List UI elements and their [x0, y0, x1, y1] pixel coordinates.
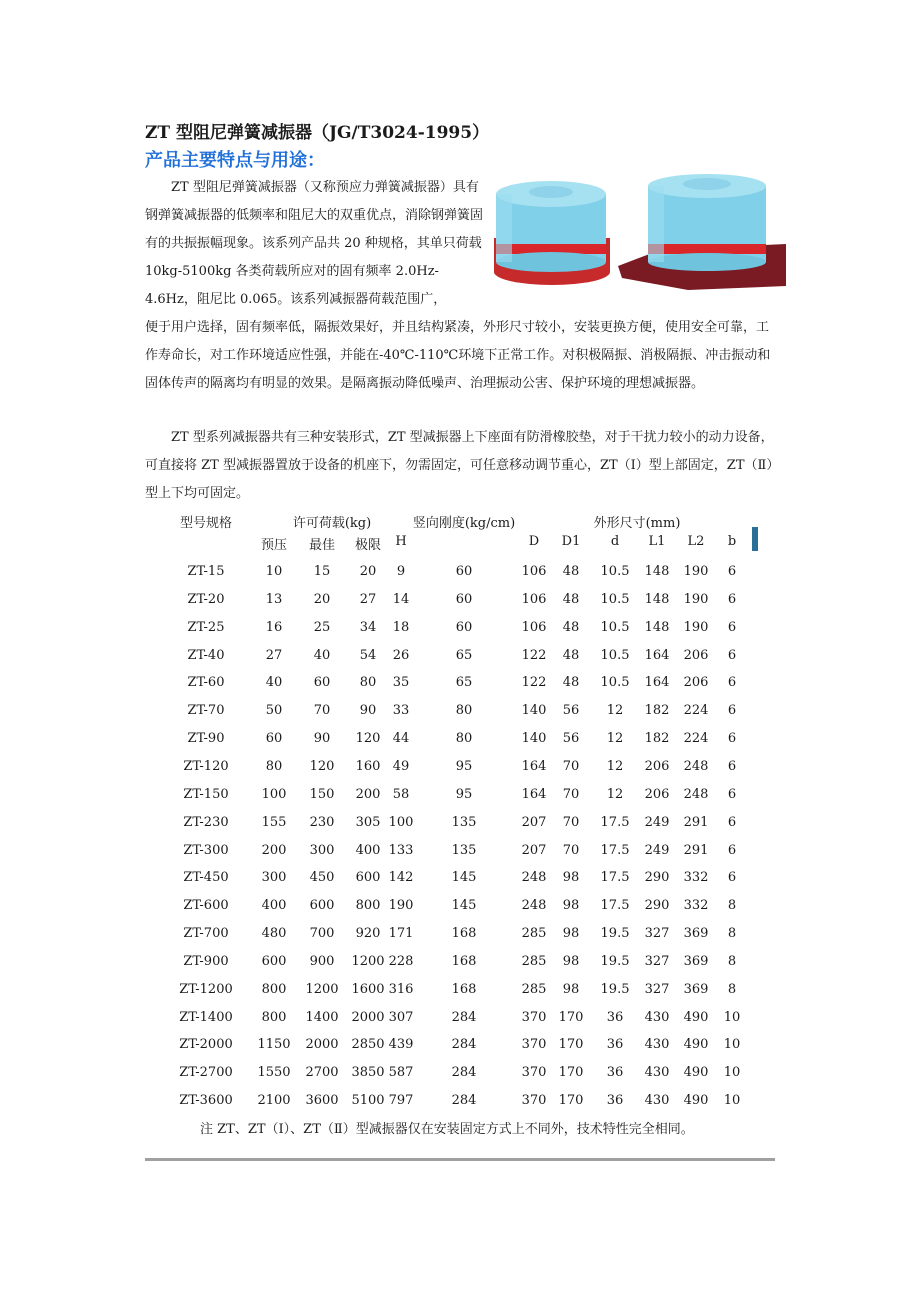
cell-L2: 490 — [683, 1093, 709, 1109]
cell-model: ZT-90 — [187, 731, 225, 747]
table-row — [0, 753, 920, 781]
cell-D: 106 — [521, 564, 547, 579]
cell-L1: 148 — [644, 591, 670, 607]
cell-D1: 70 — [562, 842, 580, 858]
cell-model: ZT-3600 — [179, 1093, 233, 1109]
cell-model: ZT-25 — [187, 619, 225, 635]
cell-D: 164 — [521, 758, 547, 774]
cell-d: 12 — [606, 703, 624, 719]
cell-b: 6 — [727, 758, 737, 774]
cell-model: ZT-2000 — [179, 1037, 233, 1053]
cell-L2: 224 — [683, 731, 709, 747]
cell-pre: 1150 — [257, 1037, 291, 1053]
cell-L2: 332 — [683, 898, 709, 914]
cell-limit: 800 — [355, 898, 381, 914]
cell-D1: 98 — [562, 898, 580, 914]
cell-model: ZT-1400 — [179, 1009, 233, 1025]
cell-d: 36 — [606, 1009, 624, 1025]
cell-D1: 70 — [562, 758, 580, 774]
cell-limit: 2000 — [351, 1009, 385, 1025]
cell-L2: 206 — [683, 675, 709, 691]
cell-D1: 48 — [562, 619, 580, 635]
cell-D1: 48 — [562, 564, 580, 579]
cell-D1: 98 — [562, 870, 580, 886]
cell-limit: 920 — [355, 926, 381, 942]
cell-b: 6 — [727, 842, 737, 858]
table-row — [0, 837, 920, 865]
cell-D: 140 — [521, 703, 547, 719]
cell-d: 17.5 — [600, 870, 630, 886]
cell-pre: 155 — [261, 814, 287, 830]
cell-H: 44 — [392, 731, 410, 747]
cell-D: 285 — [521, 953, 547, 969]
table-row — [0, 809, 920, 837]
header-pre: 预压 — [260, 538, 288, 553]
cell-best: 15 — [313, 564, 331, 579]
cell-b: 8 — [727, 981, 737, 997]
cell-stiffness: 95 — [455, 758, 473, 774]
cell-best: 900 — [309, 953, 335, 969]
cell-pre: 80 — [265, 758, 283, 774]
cell-pre: 600 — [261, 953, 287, 969]
cell-L2: 248 — [683, 786, 709, 802]
cell-pre: 800 — [261, 1009, 287, 1025]
cell-L1: 148 — [644, 564, 670, 579]
cell-stiffness: 284 — [451, 1065, 477, 1081]
cell-D: 207 — [521, 842, 547, 858]
cell-D: 122 — [521, 647, 547, 663]
cell-H: 49 — [392, 758, 410, 774]
cell-limit: 600 — [355, 870, 381, 886]
header-limit: 极限 — [354, 538, 382, 553]
cell-stiffness: 95 — [455, 786, 473, 802]
cell-pre: 40 — [265, 675, 283, 691]
cell-H: 797 — [388, 1093, 414, 1109]
cell-H: 171 — [388, 926, 414, 942]
cell-b: 8 — [727, 898, 737, 914]
cell-pre: 200 — [261, 842, 287, 858]
cell-b: 10 — [723, 1065, 741, 1081]
cell-L2: 190 — [683, 619, 709, 635]
table-row — [0, 642, 920, 670]
cell-L1: 182 — [644, 731, 670, 747]
cell-stiffness: 284 — [451, 1009, 477, 1025]
cell-limit: 20 — [359, 564, 377, 579]
cell-D1: 170 — [558, 1037, 584, 1053]
cell-stiffness: 65 — [455, 647, 473, 663]
cell-L1: 182 — [644, 703, 670, 719]
cell-model: ZT-20 — [187, 591, 225, 607]
cell-pre: 2100 — [257, 1093, 291, 1109]
table-row — [0, 669, 920, 697]
cell-best: 600 — [309, 898, 335, 914]
cell-H: 228 — [388, 953, 414, 969]
cell-best: 60 — [313, 675, 331, 691]
cell-b: 6 — [727, 870, 737, 886]
cell-pre: 100 — [261, 786, 287, 802]
cell-d: 17.5 — [600, 842, 630, 858]
table-row — [0, 781, 920, 809]
cell-L2: 190 — [683, 564, 709, 579]
cell-D1: 98 — [562, 926, 580, 942]
table-row — [0, 948, 920, 976]
cell-best: 2700 — [305, 1065, 339, 1081]
cell-b: 6 — [727, 731, 737, 747]
cell-D1: 70 — [562, 786, 580, 802]
table-row — [0, 1004, 920, 1032]
cell-L1: 164 — [644, 675, 670, 691]
table-row — [0, 864, 920, 892]
cell-b: 8 — [727, 926, 737, 942]
cell-best: 150 — [309, 786, 335, 802]
table-row — [0, 892, 920, 920]
cell-pre: 1550 — [257, 1065, 291, 1081]
cell-model: ZT-40 — [187, 647, 225, 663]
cell-best: 2000 — [305, 1037, 339, 1053]
cell-L1: 206 — [644, 758, 670, 774]
cell-d: 10.5 — [600, 647, 630, 663]
cell-H: 35 — [392, 675, 410, 691]
cell-b: 6 — [727, 703, 737, 719]
damper-product-photo — [490, 174, 786, 290]
intro-paragraph-part2: 便于用户选择，固有频率低，隔振效果好，并且结构紧凑，外形尺寸较小，安装更换方便，使用安全可靠，工作寿命长，对工作环境适应性强，并能在-40℃-110℃环境下正常工作。对积极隔振、消极隔振、冲击振动和固体传声的隔离均有明显的效果。是隔离振动降低噪声、治理振动公害、保护环境的理想减振器。 — [145, 320, 771, 391]
cell-L2: 490 — [683, 1009, 709, 1025]
cell-D: 370 — [521, 1065, 547, 1081]
cell-L1: 206 — [644, 786, 670, 802]
cell-D1: 48 — [562, 675, 580, 691]
header-L2: L2 — [687, 534, 705, 549]
cell-best: 20 — [313, 591, 331, 607]
cell-L1: 327 — [644, 981, 670, 997]
header-best: 最佳 — [308, 538, 336, 553]
table-note: 注 ZT、ZT（I）、ZT（Ⅱ）型减振器仅在安装固定方式上不同外，技术特性完全相同。 — [200, 1122, 694, 1137]
cell-b: 6 — [727, 619, 737, 635]
header-D: D — [528, 534, 540, 549]
damper-left-image — [494, 181, 610, 285]
cell-D: 285 — [521, 926, 547, 942]
cell-limit: 200 — [355, 786, 381, 802]
cell-L1: 430 — [644, 1065, 670, 1081]
cell-L1: 430 — [644, 1009, 670, 1025]
cell-model: ZT-120 — [183, 758, 229, 774]
cell-pre: 800 — [261, 981, 287, 997]
cell-limit: 1600 — [351, 981, 385, 997]
cell-D1: 98 — [562, 953, 580, 969]
cell-H: 9 — [396, 564, 406, 579]
cell-stiffness: 145 — [451, 870, 477, 886]
cell-stiffness: 135 — [451, 814, 477, 830]
cell-d: 12 — [606, 731, 624, 747]
cell-L2: 332 — [683, 870, 709, 886]
cell-limit: 54 — [359, 647, 377, 663]
cell-best: 70 — [313, 703, 331, 719]
cell-L2: 190 — [683, 591, 709, 607]
cell-model: ZT-300 — [183, 842, 229, 858]
cell-best: 1200 — [305, 981, 339, 997]
cell-L2: 248 — [683, 758, 709, 774]
cell-H: 439 — [388, 1037, 414, 1053]
cell-b: 8 — [727, 953, 737, 969]
cell-D: 164 — [521, 786, 547, 802]
cell-D: 370 — [521, 1009, 547, 1025]
cell-d: 12 — [606, 758, 624, 774]
cell-d: 36 — [606, 1065, 624, 1081]
cell-b: 6 — [727, 564, 737, 579]
cell-L1: 249 — [644, 814, 670, 830]
cell-L1: 290 — [644, 898, 670, 914]
cell-D1: 56 — [562, 731, 580, 747]
cell-H: 142 — [388, 870, 414, 886]
cell-L1: 430 — [644, 1037, 670, 1053]
cell-L2: 369 — [683, 981, 709, 997]
cell-d: 19.5 — [600, 953, 630, 969]
table-row — [0, 1031, 920, 1059]
cell-pre: 300 — [261, 870, 287, 886]
cell-limit: 90 — [359, 703, 377, 719]
cell-d: 19.5 — [600, 926, 630, 942]
table-row — [0, 586, 920, 614]
cell-pre: 400 — [261, 898, 287, 914]
cell-d: 36 — [606, 1093, 624, 1109]
cell-stiffness: 60 — [455, 619, 473, 635]
cell-L1: 164 — [644, 647, 670, 663]
cell-best: 1400 — [305, 1009, 339, 1025]
cell-d: 12 — [606, 786, 624, 802]
cell-L2: 369 — [683, 926, 709, 942]
selection-marker — [752, 527, 758, 551]
table-row — [0, 976, 920, 1004]
header-d: d — [610, 534, 620, 549]
cell-model: ZT-700 — [183, 926, 229, 942]
header-stiffness: 竖向刚度(kg/cm) — [412, 516, 516, 531]
cell-L2: 490 — [683, 1065, 709, 1081]
cell-stiffness: 145 — [451, 898, 477, 914]
cell-stiffness: 60 — [455, 591, 473, 607]
cell-stiffness: 284 — [451, 1037, 477, 1053]
installation-paragraph: ZT 型系列减振器共有三种安装形式，ZT 型减振器上下座面有防滑橡胶垫，对于干扰力较小的动力设备，可直接将 ZT 型减振器置放于设备的机座下，勿需固定，可任意移动调节重心，ZT（I）型上部固定，ZT（Ⅱ）型上下均可固定。 — [145, 430, 774, 501]
cell-pre: 60 — [265, 731, 283, 747]
cell-D: 370 — [521, 1037, 547, 1053]
cell-D: 370 — [521, 1093, 547, 1109]
cell-limit: 34 — [359, 619, 377, 635]
cell-L2: 369 — [683, 953, 709, 969]
cell-H: 587 — [388, 1065, 414, 1081]
cell-stiffness: 60 — [455, 564, 473, 579]
cell-H: 18 — [392, 619, 410, 635]
cell-D1: 56 — [562, 703, 580, 719]
table-row — [0, 614, 920, 642]
cell-pre: 13 — [265, 591, 283, 607]
cell-limit: 305 — [355, 814, 381, 830]
cell-H: 14 — [392, 591, 410, 607]
cell-model: ZT-230 — [183, 814, 229, 830]
cell-H: 26 — [392, 647, 410, 663]
cell-pre: 16 — [265, 619, 283, 635]
cell-D: 106 — [521, 619, 547, 635]
cell-H: 190 — [388, 898, 414, 914]
cell-b: 10 — [723, 1009, 741, 1025]
cell-limit: 1200 — [351, 953, 385, 969]
cell-d: 10.5 — [600, 564, 630, 579]
header-b: b — [727, 534, 737, 549]
cell-L1: 290 — [644, 870, 670, 886]
cell-b: 6 — [727, 675, 737, 691]
cell-D: 248 — [521, 898, 547, 914]
cell-b: 6 — [727, 786, 737, 802]
cell-b: 10 — [723, 1093, 741, 1109]
cell-D: 207 — [521, 814, 547, 830]
header-load: 许可荷载(kg) — [292, 516, 372, 531]
cell-limit: 80 — [359, 675, 377, 691]
cell-model: ZT-1200 — [179, 981, 233, 997]
cell-H: 33 — [392, 703, 410, 719]
header-D1: D1 — [561, 534, 581, 549]
table-row — [0, 1087, 920, 1115]
cell-H: 100 — [388, 814, 414, 830]
cell-stiffness: 80 — [455, 731, 473, 747]
cell-L1: 249 — [644, 842, 670, 858]
table-row — [0, 1059, 920, 1087]
damper-right-image — [618, 174, 786, 290]
document-title: ZT 型阻尼弹簧减振器（JG/T3024-1995） — [145, 123, 490, 143]
cell-H: 58 — [392, 786, 410, 802]
cell-L2: 490 — [683, 1037, 709, 1053]
table-row — [0, 920, 920, 948]
cell-stiffness: 80 — [455, 703, 473, 719]
cell-model: ZT-150 — [183, 786, 229, 802]
cell-stiffness: 168 — [451, 953, 477, 969]
table-row — [0, 725, 920, 753]
cell-D: 106 — [521, 591, 547, 607]
cell-D1: 48 — [562, 591, 580, 607]
cell-L2: 224 — [683, 703, 709, 719]
cell-D: 285 — [521, 981, 547, 997]
intro-paragraph-part1: ZT 型阻尼弹簧减振器（又称预应力弹簧减振器）具有钢弹簧减振器的低频率和阻尼大的双重优点，消除钢弹簧固有的共振振幅现象。该系列产品共 20 种规格，其单只荷载 10kg-5100kg 各类荷载所应对的固有频率 2.0Hz-4.6Hz，阻尼比 0.065。该系列减振器荷载范围广， — [145, 180, 484, 307]
cell-best: 40 — [313, 647, 331, 663]
cell-pre: 10 — [265, 564, 283, 579]
cell-best: 90 — [313, 731, 331, 747]
cell-limit: 2850 — [351, 1037, 385, 1053]
cell-b: 10 — [723, 1037, 741, 1053]
cell-L2: 206 — [683, 647, 709, 663]
cell-model: ZT-2700 — [179, 1065, 233, 1081]
cell-b: 6 — [727, 647, 737, 663]
cell-model: ZT-900 — [183, 953, 229, 969]
cell-pre: 27 — [265, 647, 283, 663]
cell-d: 17.5 — [600, 814, 630, 830]
cell-stiffness: 168 — [451, 926, 477, 942]
cell-b: 6 — [727, 591, 737, 607]
cell-d: 36 — [606, 1037, 624, 1053]
cell-best: 700 — [309, 926, 335, 942]
cell-limit: 27 — [359, 591, 377, 607]
table-row — [0, 697, 920, 725]
cell-best: 3600 — [305, 1093, 339, 1109]
cell-H: 307 — [388, 1009, 414, 1025]
cell-L2: 291 — [683, 814, 709, 830]
header-dimensions: 外形尺寸(mm) — [593, 516, 681, 531]
cell-limit: 160 — [355, 758, 381, 774]
cell-d: 10.5 — [600, 619, 630, 635]
cell-H: 316 — [388, 981, 414, 997]
cell-pre: 50 — [265, 703, 283, 719]
cell-model: ZT-70 — [187, 703, 225, 719]
cell-D1: 170 — [558, 1065, 584, 1081]
cell-best: 25 — [313, 619, 331, 635]
cell-L1: 327 — [644, 953, 670, 969]
cell-model: ZT-450 — [183, 870, 229, 886]
cell-best: 300 — [309, 842, 335, 858]
cell-L1: 327 — [644, 926, 670, 942]
cell-stiffness: 284 — [451, 1093, 477, 1109]
cell-D1: 170 — [558, 1009, 584, 1025]
cell-limit: 120 — [355, 731, 381, 747]
cell-D: 248 — [521, 870, 547, 886]
cell-D1: 48 — [562, 647, 580, 663]
cell-stiffness: 135 — [451, 842, 477, 858]
cell-limit: 3850 — [351, 1065, 385, 1081]
cell-H: 133 — [388, 842, 414, 858]
cell-D1: 98 — [562, 981, 580, 997]
cell-limit: 400 — [355, 842, 381, 858]
cell-D: 122 — [521, 675, 547, 691]
cell-D1: 70 — [562, 814, 580, 830]
cell-model: ZT-60 — [187, 675, 225, 691]
cell-L2: 291 — [683, 842, 709, 858]
cell-D: 140 — [521, 731, 547, 747]
header-H: H — [395, 534, 407, 549]
table-row — [0, 558, 920, 586]
cell-d: 10.5 — [600, 675, 630, 691]
cell-pre: 480 — [261, 926, 287, 942]
cell-d: 19.5 — [600, 981, 630, 997]
cell-d: 10.5 — [600, 591, 630, 607]
cell-stiffness: 168 — [451, 981, 477, 997]
header-L1: L1 — [648, 534, 666, 549]
cell-limit: 5100 — [351, 1093, 385, 1109]
cell-model: ZT-600 — [183, 898, 229, 914]
cell-model: ZT-15 — [187, 564, 225, 579]
cell-L1: 148 — [644, 619, 670, 635]
cell-b: 6 — [727, 814, 737, 830]
header-model: 型号规格 — [179, 516, 233, 531]
cell-d: 17.5 — [600, 898, 630, 914]
cell-best: 230 — [309, 814, 335, 830]
cell-best: 120 — [309, 758, 335, 774]
cell-stiffness: 65 — [455, 675, 473, 691]
cell-D1: 170 — [558, 1093, 584, 1109]
section-subtitle: 产品主要特点与用途： — [145, 150, 325, 171]
cell-L1: 430 — [644, 1093, 670, 1109]
cell-best: 450 — [309, 870, 335, 886]
bottom-divider — [145, 1158, 775, 1161]
